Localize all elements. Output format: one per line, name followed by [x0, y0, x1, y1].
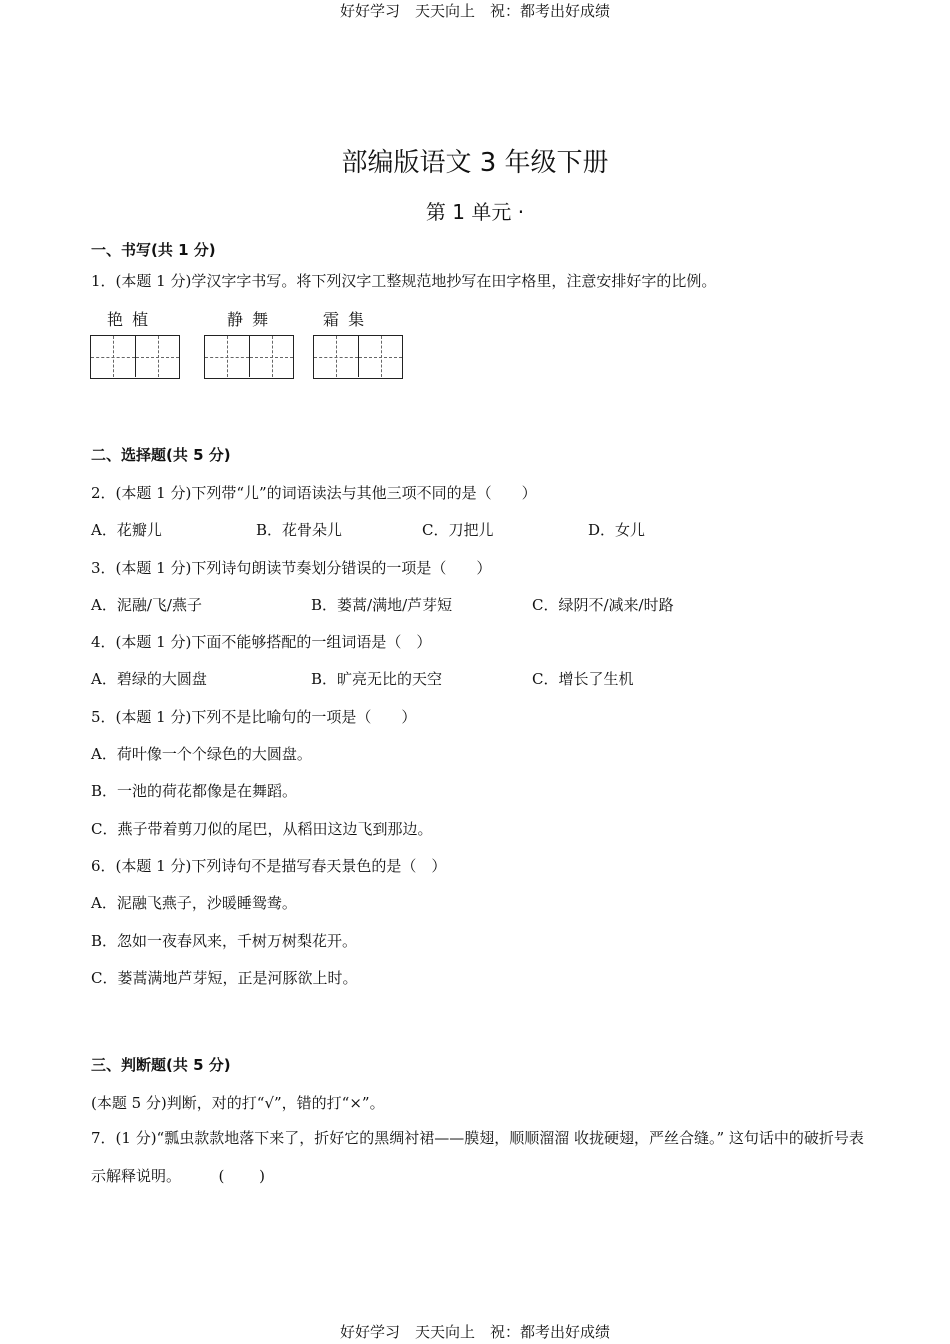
- question-7: 7．(1 分)“瓢虫款款地落下来了，折好它的黑绸衬裙——膜翅，顺顺溜溜 收拢硬翅，严丝合缝。” 这句话中的破折号表示解释说明。 ( ): [91, 1129, 864, 1185]
- section-choice-heading: 二、选择题(共 5 分): [91, 446, 231, 464]
- q4-option-a[interactable]: A．碧绿的大圆盘: [91, 670, 207, 688]
- page-title: 部编版语文 3 年级下册: [341, 148, 609, 178]
- q6-option-c[interactable]: C．蒌蒿满地芦芽短，正是河豚欲上时。: [91, 969, 358, 987]
- q3-option-b[interactable]: B．蒌蒿/满地/芦芽短: [311, 596, 453, 614]
- q2-option-a[interactable]: A．花瓣儿: [91, 521, 162, 539]
- q6-option-a[interactable]: A．泥融飞燕子，沙暖睡鸳鸯。: [91, 894, 297, 912]
- q6-option-b[interactable]: B．忽如一夜春风来，千树万树梨花开。: [91, 932, 358, 950]
- q3-option-a[interactable]: A．泥融/飞/燕子: [91, 596, 202, 614]
- question-6: 6．(本题 1 分)下列诗句不是描写春天景色的是（ ）: [91, 857, 447, 875]
- tianzige-grid-3[interactable]: [313, 335, 403, 379]
- page-header: 好好学习 天天向上 祝：都考出好成绩: [339, 2, 610, 20]
- q5-option-b[interactable]: B．一池的荷花都像是在舞蹈。: [91, 782, 298, 800]
- judge-instructions: (本题 5 分)判断，对的打“√”，错的打“×”。: [91, 1094, 385, 1112]
- q4-option-c[interactable]: C．增长了生机: [532, 670, 634, 688]
- question-3: 3．(本题 1 分)下列诗句朗读节奏划分错误的一项是（ ）: [91, 559, 492, 577]
- copy-word-1: 艳 植: [107, 310, 151, 329]
- q4-option-b[interactable]: B．旷亮无比的天空: [311, 670, 443, 688]
- question-1: 1．(本题 1 分)学汉字字书写。将下列汉字工整规范地抄写在田字格里，注意安排好字的比例。: [91, 272, 717, 290]
- q2-option-d[interactable]: D．女儿: [588, 521, 646, 539]
- q3-option-c[interactable]: C．绿阴不/减来/时路: [532, 596, 674, 614]
- copy-word-3: 霜 集: [323, 310, 367, 329]
- q2-option-c[interactable]: C．刀把儿: [422, 521, 494, 539]
- question-5: 5．(本题 1 分)下列不是比喻句的一项是（ ）: [91, 708, 417, 726]
- section-writing-heading: 一、书写(共 1 分): [91, 241, 216, 259]
- q5-option-a[interactable]: A．荷叶像一个个绿色的大圆盘。: [91, 745, 312, 763]
- copy-word-2: 静 舞: [227, 310, 271, 329]
- question-4: 4．(本题 1 分)下面不能够搭配的一组词语是（ ）: [91, 633, 432, 651]
- tianzige-grid-2[interactable]: [204, 335, 294, 379]
- section-judge-heading: 三、判断题(共 5 分): [91, 1056, 231, 1074]
- question-2: 2．(本题 1 分)下列带“儿”的词语读法与其他三项不同的是（ ）: [91, 484, 537, 502]
- q2-option-b[interactable]: B．花骨朵儿: [256, 521, 343, 539]
- unit-title: 第 1 单元 ·: [425, 200, 525, 224]
- page-footer: 好好学习 天天向上 祝：都考出好成绩: [339, 1323, 610, 1341]
- tianzige-grid-1[interactable]: [90, 335, 180, 379]
- q5-option-c[interactable]: C．燕子带着剪刀似的尾巴，从稻田这边飞到那边。: [91, 820, 433, 838]
